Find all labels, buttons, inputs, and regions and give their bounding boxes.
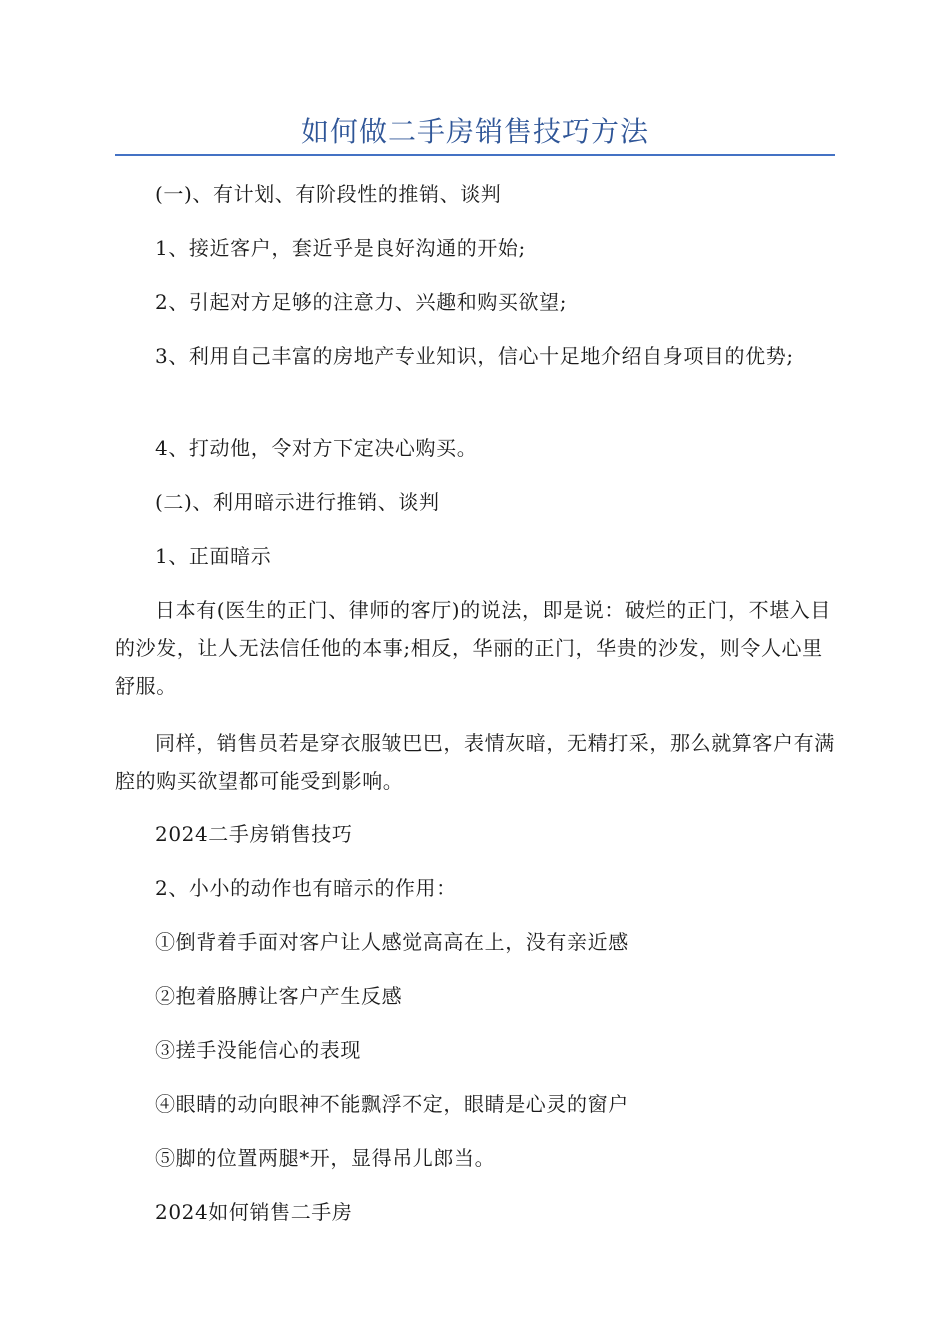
list-item: ③搓手没能信心的表现 [155, 1038, 361, 1062]
list-item: ①倒背着手面对客户让人感觉高高在上，没有亲近感 [155, 930, 629, 954]
paragraph: 2024如何销售二手房 [155, 1200, 353, 1224]
paragraph: 4、打动他，令对方下定决心购买。 [155, 436, 478, 460]
page-title: 如何做二手房销售技巧方法 [300, 115, 649, 148]
list-item: ④眼睛的动向眼神不能飘浮不定，眼睛是心灵的窗户 [155, 1092, 629, 1116]
paragraph: 日本有(医生的正门、律师的客厅)的说法，即是说：破烂的正门，不堪入目的沙发，让人无法信任他的本事;相反，华丽的正门，华贵的沙发，则令人心里舒服。 [115, 598, 832, 698]
paragraph: 同样，销售员若是穿衣服皱巴巴，表情灰暗，无精打采，那么就算客户有满腔的购买欲望都可能受到影响。 [115, 731, 835, 793]
section-heading-1: (一)、有计划、有阶段性的推销、谈判 [155, 182, 502, 206]
paragraph: 3、利用自己丰富的房地产专业知识，信心十足地介绍自身项目的优势; [155, 344, 794, 368]
section-heading-2: (二)、利用暗示进行推销、谈判 [155, 490, 440, 514]
paragraph: 2024二手房销售技巧 [155, 822, 353, 846]
paragraph: 2、引起对方足够的注意力、兴趣和购买欲望; [155, 290, 568, 314]
list-item: ⑤脚的位置两腿*开，显得吊儿郎当。 [155, 1146, 496, 1170]
title-underline [115, 154, 835, 156]
paragraph: 1、接近客户，套近乎是良好沟通的开始; [155, 236, 526, 260]
paragraph: 2、小小的动作也有暗示的作用： [155, 876, 457, 900]
list-item: ②抱着胳膊让客户产生反感 [155, 984, 403, 1008]
paragraph: 1、正面暗示 [155, 544, 272, 568]
